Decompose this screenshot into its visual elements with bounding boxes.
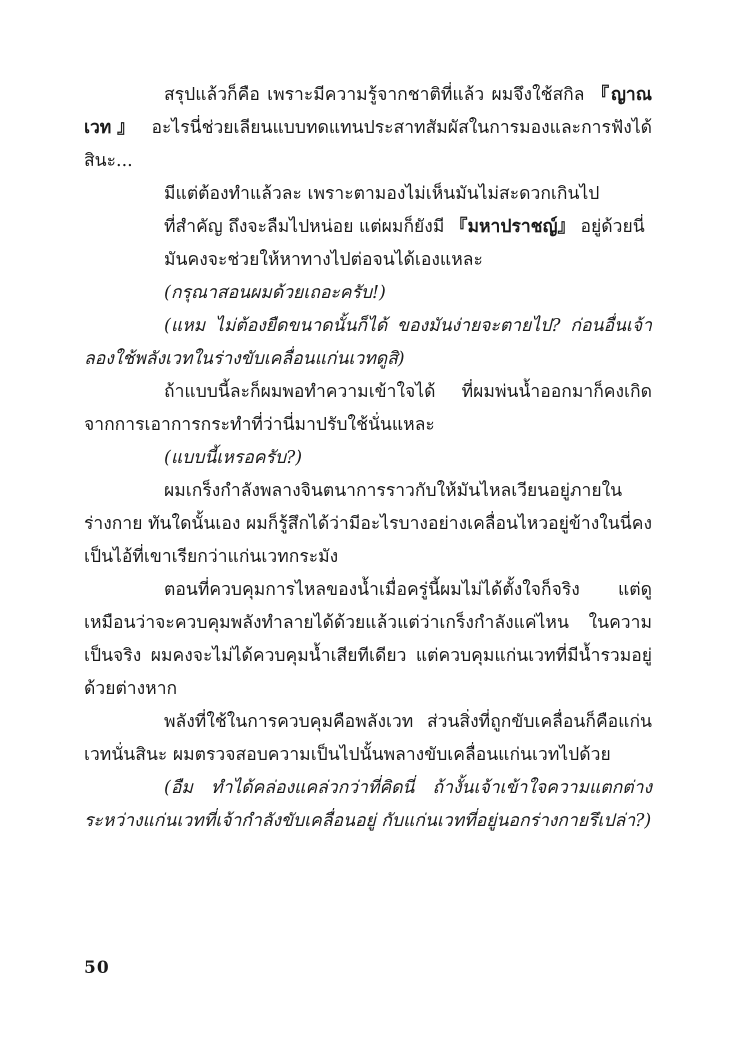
- page-number: 50: [84, 958, 110, 978]
- paragraph-9-text: ผมเกร็งกำลังพลางจินตนาการราวกับให้มันไหลเวียนอยู่ภายในร่างกาย ทันใดนั้นเอง ผมก็รู้สึกได้ว่ามีอะไรบางอย่างเคลื่อนไหวอยู่ข้างในนี่คงเป็นไอ้ที่เขาเรียกว่าแก่นเวทกระมัง: [84, 481, 652, 567]
- paragraph-1-text-b: อะไรนี่ช่วยเลียนแบบทดแทนประสาทสัมผัสในการมองและการฟังได้สินะ...: [84, 118, 652, 171]
- paragraph-4-text: มันคงจะช่วยให้หาทางไปต่อจนได้เองแหละ: [164, 250, 483, 270]
- paragraph-3: [84, 211, 652, 244]
- paragraph-8-text: (แบบนี้เหรอครับ?): [164, 448, 303, 468]
- paragraph-6-italic: [84, 310, 652, 376]
- paragraph-7-text: ถ้าแบบนี้ละก็ผมพอทำความเข้าใจได้ ที่ผมพ่นน้ำออกมาก็คงเกิดจากการเอาการกระทำที่ว่านี่มาปรับใช้นั่นแหละ: [84, 382, 652, 435]
- paragraph-11-text: พลังที่ใช้ในการควบคุมคือพลังเวท ส่วนสิ่งที่ถูกขับเคลื่อนก็คือแก่นเวทนั่นสินะ ผมตรวจสอบความเป็นไปนั้นพลางขับเคลื่อนแก่นเวทไปด้วย: [84, 712, 652, 765]
- paragraph-2-text: มีแต่ต้องทำแล้วละ เพราะตามองไม่เห็นมันไม่สะดวกเกินไป: [164, 184, 600, 204]
- skill-name-bold: 『ญาณเวท』: [84, 85, 652, 138]
- paragraph-5-text: (กรุณาสอนผมด้วยเถอะครับ!): [164, 283, 386, 303]
- paragraph-1: [84, 79, 652, 178]
- paragraph-11: [84, 706, 652, 772]
- paragraph-10: [84, 574, 652, 706]
- paragraph-5-italic: [84, 277, 652, 310]
- paragraph-6-text: (แหม ไม่ต้องยืดขนาดนั้นก็ได้ ของมันง่ายจะตายไป? ก่อนอื่นเจ้าลองใช้พลังเวทในร่างขับเคลื่อนแก่นเวทดูสิ): [84, 316, 652, 369]
- paragraph-12-italic: [84, 772, 652, 838]
- body-text: [84, 79, 652, 838]
- paragraph-10-text: ตอนที่ควบคุมการไหลของน้ำเมื่อครู่นี้ผมไม่ได้ตั้งใจก็จริง แต่ดูเหมือนว่าจะควบคุมพลังทำลายได้ด้วยแล้วแต่ว่าเกร็งกำลังแค่ไหน ในความเป็นจริง ผมคงจะไม่ได้ควบคุมน้ำเสียทีเดียว แต่ควบคุมแก่นเวทที่มีน้ำรวมอยู่ด้วยต่างหาก: [84, 580, 652, 699]
- paragraph-4: [84, 244, 652, 277]
- paragraph-3-text-a: ที่สำคัญ ถึงจะลืมไปหน่อย แต่ผมก็ยังมี: [164, 217, 450, 237]
- skill-name-bold-2: 『มหาปราชญ์』: [449, 217, 575, 237]
- paragraph-2: [84, 178, 652, 211]
- paragraph-3-text-b: อยู่ด้วยนี่: [574, 217, 645, 237]
- paragraph-1-text-a: สรุปแล้วก็คือ เพราะมีความรู้จากชาติที่แล้ว ผมจึงใช้สกิล: [164, 85, 592, 105]
- paragraph-7: [84, 376, 652, 442]
- paragraph-8-italic: [84, 442, 652, 475]
- paragraph-9: [84, 475, 652, 574]
- paragraph-12-text: (อืม ทำได้คล่องแคล่วกว่าที่คิดนี่ ถ้างั้นเจ้าเข้าใจความแตกต่างระหว่างแก่นเวทที่เจ้ากำลังขับเคลื่อนอยู่ กับแก่นเวทที่อยู่นอกร่างกายรึเปล่า?): [84, 778, 652, 831]
